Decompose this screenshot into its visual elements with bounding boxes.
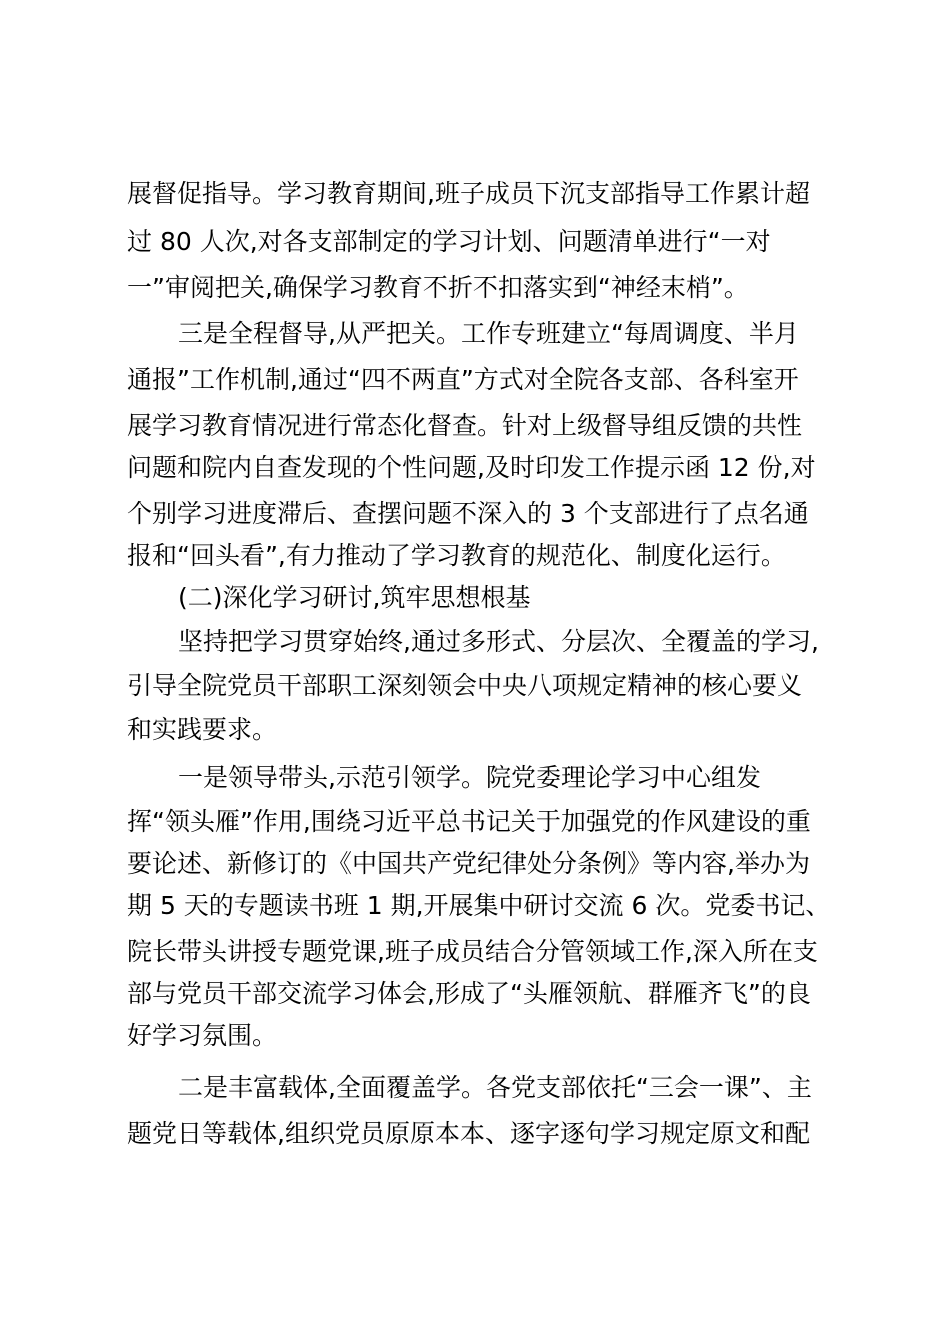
text-line: 挥“领头雁”作用,围绕习近平总书记关于加强党的作风建设的重 [127, 807, 811, 836]
text-line: 部与党员干部交流学习体会,形成了“头雁领航、群雁齐飞”的良 [127, 979, 811, 1008]
text-line: 要论述、新修订的《中国共产党纪律处分条例》等内容,举办为 [127, 849, 810, 878]
text-line: 期 5 天的专题读书班 1 期,开展集中研讨交流 6 次。党委书记、 [127, 891, 831, 920]
text-line: 题党日等载体,组织党员原原本本、逐字逐句学习规定原文和配 [127, 1119, 810, 1148]
text-line: 个别学习进度滞后、查摆问题不深入的 3 个支部进行了点名通 [127, 499, 809, 528]
paragraph-start-line: 一是领导带头,示范引领学。院党委理论学习中心组发 [178, 763, 761, 792]
paragraph-start-line: 三是全程督导,从严把关。工作专班建立“每周调度、半月 [178, 319, 799, 348]
text-line: 通报”工作机制,通过“四不两直”方式对全院各支部、各科室开 [127, 365, 799, 394]
text-line: 问题和院内自查发现的个性问题,及时印发工作提示函 12 份,对 [127, 453, 816, 482]
paragraph-start-line: 坚持把学习贯穿始终,通过多形式、分层次、全覆盖的学习, [178, 627, 819, 656]
text-line: 一”审阅把关,确保学习教育不折不扣落实到“神经末梢”。 [127, 273, 749, 302]
section-heading: (二)深化学习研讨,筑牢思想根基 [178, 583, 531, 612]
paragraph-start-line: 二是丰富载体,全面覆盖学。各党支部依托“三会一课”、主 [178, 1073, 812, 1102]
text-line: 院长带头讲授专题党课,班子成员结合分管领域工作,深入所在支 [127, 937, 818, 966]
text-line: 和实践要求。 [127, 715, 278, 744]
text-line: 过 80 人次,对各支部制定的学习计划、问题清单进行“一对 [127, 227, 771, 256]
text-line: 引导全院党员干部职工深刻领会中央八项规定精神的核心要义 [127, 671, 803, 700]
text-line: 展督促指导。学习教育期间,班子成员下沉支部指导工作累计超 [127, 179, 810, 208]
text-line: 展学习教育情况进行常态化督查。针对上级督导组反馈的共性 [127, 411, 803, 440]
text-line: 好学习氛围。 [127, 1021, 278, 1050]
text-line: 报和“回头看”,有力推动了学习教育的规范化、制度化运行。 [127, 541, 786, 570]
